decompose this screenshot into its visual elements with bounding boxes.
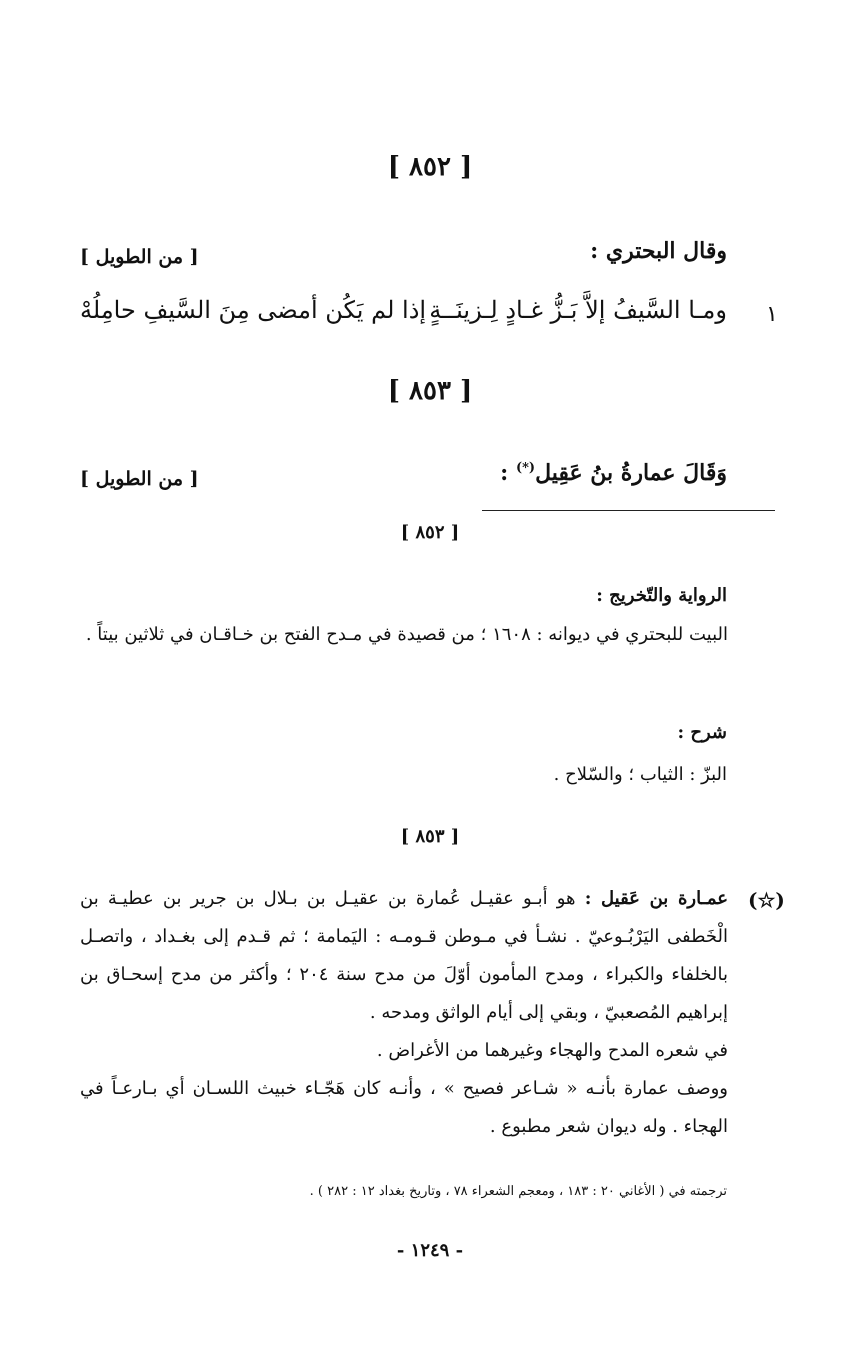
note-number-852: [ ٨٥٢ ] [400,522,460,543]
poet-name: وَقَالَ عمارةُ بنُ عَقِيل [535,460,727,486]
page-number: - ١٢٤٩ - [396,1240,464,1261]
footnote-lead: عمـارة بن عَقيل : [584,888,728,909]
footnote-paragraph-themes: في شعره المدح والهجاء وغيرهما من الأغراض . [376,1040,728,1061]
poem-intro-853 [500,460,727,486]
note-sharh-text: البزّ : الثياب ؛ والسّلاح . [553,764,727,785]
poem-number-852: [ ٨٥٢ ] [387,152,473,182]
meter-label-852: [ من الطويل ] [80,246,199,268]
poem-intro-852: وقال البحتري : [590,238,727,264]
note-section-title-riwaya: الرواية والتّخريج : [596,585,727,606]
note-number-853: [ ٨٥٣ ] [400,826,460,847]
verse-number: ١ [766,302,778,327]
footnote-references: ترجمته في ( الأغاني ٢٠ : ١٨٣ ، ومعجم الشعراء ٧٨ ، وتاريخ بغداد ١٢ : ٢٨٢ ) . [309,1184,727,1199]
note-section-title-sharh: شرح : [677,722,727,743]
footnote-marker-label: (☆) [748,888,785,912]
footnote-bio-text: هو أبـو عقيـل عُمارة بن عقيـل بن بـلال بن جرير بن عطيـة بن الْخَطفى اليَرْبُـوعيّ . نشـأ في مـوطن قـومـه : اليَمامة ؛ ثم قـدم إلى بغـداد ، واتصـل بالخلفاء والكبراء ، ومدح المأمون أوّلَ من مدح سنة ٢٠٤ ؛ وأكثر من مدح إسحـاق بن إبراهيم المُصعبيّ ، وبقي إلى أيام الواثق ومدحه . [80,888,728,1023]
notes-separator [482,510,775,511]
meter-label-853: [ من الطويل ] [80,468,199,490]
verse-hemistich-first: ومـا السَّيفُ إلاَّ بَـزُّ غـادٍ لِـزينَــةٍ [429,296,727,324]
footnote-marker: (*) [515,460,536,476]
footnote-body [80,880,728,1146]
note-riwaya-text: البيت للبحتري في ديوانه : ١٦٠٨ ؛ من قصيدة في مـدح الفتح بن خـاقـان في ثلاثين بيتاً . [85,624,728,645]
intro-colon: : [500,460,516,486]
footnote-paragraph-description: ووصف عمارة بأنـه « شـاعر فصيح » ، وأنـه كان هَجّـاء خبيث اللسـان أي بـارعـاً في الهجاء . وله ديوان شعر مطبوع . [80,1078,728,1137]
poem-number-853: [ ٨٥٣ ] [387,376,473,406]
footnote-paragraph-bio [80,880,728,1032]
verse-hemistich-second: إذا لم يَكُن أمضى مِنَ السَّيفِ حامِلُهْ [80,296,427,324]
